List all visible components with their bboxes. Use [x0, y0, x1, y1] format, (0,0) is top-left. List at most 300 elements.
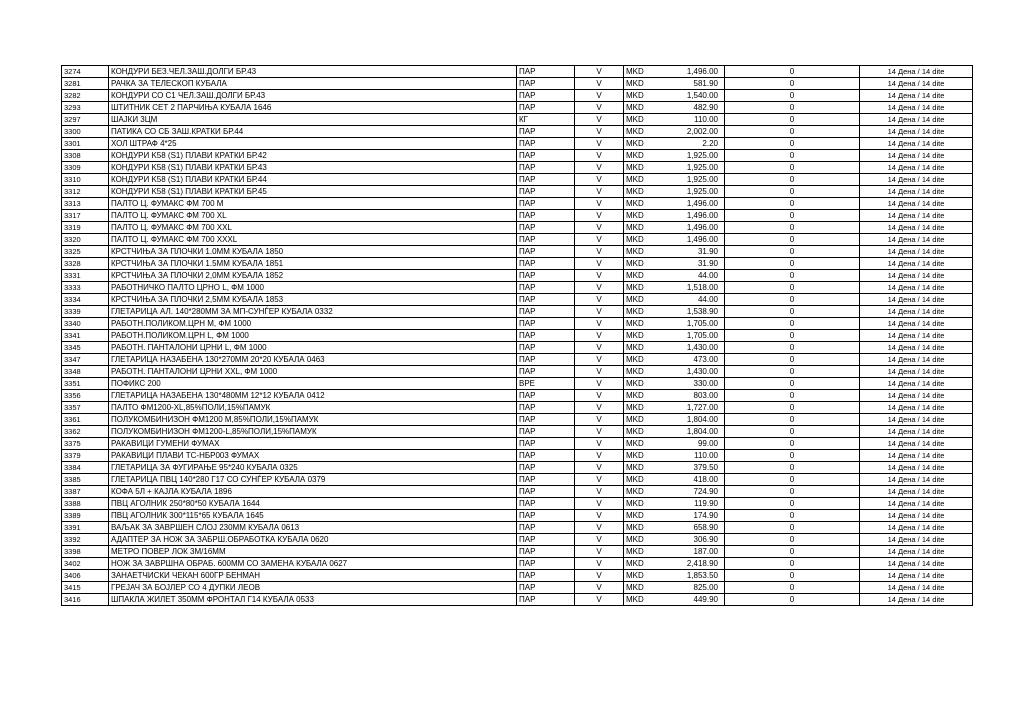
item-price: 119.90	[694, 499, 718, 508]
item-unit: ПАР	[517, 462, 575, 474]
item-code: 3362	[62, 426, 109, 438]
item-price-cell	[624, 570, 725, 582]
item-discount: 0	[725, 78, 860, 90]
item-name: РАБОТН. ПАНТАЛОНИ ЦРНИ L, ФМ 1000	[109, 342, 517, 354]
table-row	[62, 426, 973, 438]
item-currency: MKD	[626, 427, 644, 436]
item-v-mark: V	[575, 330, 624, 342]
item-currency: MKD	[626, 463, 644, 472]
item-price: 31.90	[697, 247, 718, 256]
item-name: ШПАКЛА ЖИЛЕТ 350ММ ФРОНТАЛ Г14 КУБАЛА 0533	[109, 594, 517, 606]
item-currency: MKD	[626, 115, 644, 124]
item-price-cell	[624, 138, 725, 150]
item-v-mark: V	[575, 66, 624, 78]
item-price-cell	[624, 594, 725, 606]
table-row	[62, 126, 973, 138]
item-discount: 0	[725, 246, 860, 258]
item-code: 3389	[62, 510, 109, 522]
item-payment-term: 14 Дена / 14 dite	[860, 114, 973, 126]
item-price-cell	[624, 330, 725, 342]
item-price-cell	[624, 450, 725, 462]
item-payment-term: 14 Дена / 14 dite	[860, 390, 973, 402]
table-row	[62, 138, 973, 150]
item-discount: 0	[725, 294, 860, 306]
item-payment-term: 14 Дена / 14 dite	[860, 282, 973, 294]
table-row	[62, 378, 973, 390]
item-price-cell	[624, 222, 725, 234]
item-v-mark: V	[575, 282, 624, 294]
item-price-cell	[624, 486, 725, 498]
item-discount: 0	[725, 354, 860, 366]
item-v-mark: V	[575, 138, 624, 150]
item-price-cell	[624, 498, 725, 510]
item-name: РАБОТН.ПОЛИКОМ.ЦРН L, ФМ 1000	[109, 330, 517, 342]
item-price: 1,804.00	[686, 427, 718, 436]
item-price-cell	[624, 366, 725, 378]
item-v-mark: V	[575, 306, 624, 318]
table-row	[62, 162, 973, 174]
table-row	[62, 522, 973, 534]
item-name: РАЧКА ЗА ТЕЛЕСКОП КУБАЛА	[109, 78, 517, 90]
item-v-mark: V	[575, 486, 624, 498]
item-currency: MKD	[626, 199, 644, 208]
item-currency: MKD	[626, 583, 644, 592]
item-payment-term: 14 Дена / 14 dite	[860, 366, 973, 378]
item-code: 3339	[62, 306, 109, 318]
item-v-mark: V	[575, 510, 624, 522]
item-name: ГРЕЈАЧ ЗА БОЈЛЕР СО 4 ДУПКИ ЛЕОВ	[109, 582, 517, 594]
item-discount: 0	[725, 594, 860, 606]
table-row	[62, 282, 973, 294]
item-unit: ПАР	[517, 102, 575, 114]
item-currency: MKD	[626, 367, 644, 376]
item-price: 1,496.00	[686, 211, 718, 220]
item-discount: 0	[725, 150, 860, 162]
item-payment-term: 14 Дена / 14 dite	[860, 294, 973, 306]
item-name: КРСТЧИЊА ЗА ПЛОЧКИ 1.5ММ КУБАЛА 1851	[109, 258, 517, 270]
item-v-mark: V	[575, 438, 624, 450]
item-discount: 0	[725, 534, 860, 546]
item-discount: 0	[725, 342, 860, 354]
item-price-cell	[624, 78, 725, 90]
item-v-mark: V	[575, 294, 624, 306]
item-unit: ПАР	[517, 246, 575, 258]
item-v-mark: V	[575, 234, 624, 246]
item-name: НОЖ ЗА ЗАВРШНА ОБРАБ. 600ММ СО ЗАМЕНА КУБАЛА 0627	[109, 558, 517, 570]
table-row	[62, 510, 973, 522]
item-code: 3406	[62, 570, 109, 582]
item-price: 1,925.00	[686, 151, 718, 160]
item-payment-term: 14 Дена / 14 dite	[860, 450, 973, 462]
item-price-cell	[624, 198, 725, 210]
item-payment-term: 14 Дена / 14 dite	[860, 186, 973, 198]
item-currency: MKD	[626, 319, 644, 328]
item-name: ПАТИКА СО СБ ЗАШ.КРАТКИ БР.44	[109, 126, 517, 138]
item-unit: КГ	[517, 114, 575, 126]
item-payment-term: 14 Дена / 14 dite	[860, 378, 973, 390]
item-discount: 0	[725, 198, 860, 210]
item-v-mark: V	[575, 558, 624, 570]
item-discount: 0	[725, 582, 860, 594]
item-v-mark: V	[575, 198, 624, 210]
item-price: 1,538.90	[686, 307, 718, 316]
price-list-body	[62, 66, 973, 606]
item-code: 3379	[62, 450, 109, 462]
item-discount: 0	[725, 270, 860, 282]
item-payment-term: 14 Дена / 14 dite	[860, 222, 973, 234]
item-name: ГЛЕТАРИЦА АЛ. 140*280ММ ЗА МП-СУНЃЕР КУБАЛА 0332	[109, 306, 517, 318]
item-payment-term: 14 Дена / 14 dite	[860, 498, 973, 510]
item-name: ПВЦ АГОЛНИК 250*80*50 КУБАЛА 1644	[109, 498, 517, 510]
table-row	[62, 558, 973, 570]
item-price-cell	[624, 114, 725, 126]
item-unit: ПАР	[517, 438, 575, 450]
item-name: ПАЛТО Ц. ФУМАКС ФМ 700 XL	[109, 210, 517, 222]
item-name: ПОЛУКОМБИНИЗОН ФМ1200-L,85%ПОЛИ,15%ПАМУК	[109, 426, 517, 438]
item-unit: ПАР	[517, 498, 575, 510]
item-name: КРСТЧИЊА ЗА ПЛОЧКИ 2,5ММ КУБАЛА 1853	[109, 294, 517, 306]
item-price-cell	[624, 294, 725, 306]
item-currency: MKD	[626, 559, 644, 568]
item-discount: 0	[725, 522, 860, 534]
item-discount: 0	[725, 366, 860, 378]
item-payment-term: 14 Дена / 14 dite	[860, 246, 973, 258]
item-unit: ПАР	[517, 582, 575, 594]
item-v-mark: V	[575, 222, 624, 234]
item-name: РАБОТН.ПОЛИКОМ.ЦРН M, ФМ 1000	[109, 318, 517, 330]
item-price-cell	[624, 102, 725, 114]
item-price: 581.90	[693, 79, 718, 88]
item-unit: ПАР	[517, 90, 575, 102]
item-currency: MKD	[626, 175, 644, 184]
item-v-mark: V	[575, 258, 624, 270]
item-name: РАБОТНИЧКО ПАЛТО ЦРНО L, ФМ 1000	[109, 282, 517, 294]
item-currency: MKD	[626, 223, 644, 232]
item-code: 3388	[62, 498, 109, 510]
item-v-mark: V	[575, 270, 624, 282]
item-unit: ПАР	[517, 366, 575, 378]
item-price: 1,496.00	[686, 67, 718, 76]
item-name: ШАЈКИ 3ЦМ	[109, 114, 517, 126]
item-code: 3375	[62, 438, 109, 450]
table-row	[62, 450, 973, 462]
item-price: 110.00	[694, 115, 718, 124]
item-name: ГЛЕТАРИЦА НАЗАБЕНА 130*270ММ 20*20 КУБАЛА 0463	[109, 354, 517, 366]
item-discount: 0	[725, 498, 860, 510]
item-currency: MKD	[626, 379, 644, 388]
item-payment-term: 14 Дена / 14 dite	[860, 318, 973, 330]
item-discount: 0	[725, 510, 860, 522]
item-price-cell	[624, 246, 725, 258]
item-price: 1,705.00	[686, 331, 718, 340]
table-row	[62, 570, 973, 582]
item-name: ГЛЕТАРИЦА НАЗАБЕНА 130*480ММ 12*12 КУБАЛА 0412	[109, 390, 517, 402]
item-v-mark: V	[575, 102, 624, 114]
table-row	[62, 306, 973, 318]
item-code: 3345	[62, 342, 109, 354]
item-payment-term: 14 Дена / 14 dite	[860, 210, 973, 222]
item-v-mark: V	[575, 366, 624, 378]
item-currency: MKD	[626, 355, 644, 364]
item-unit: ПАР	[517, 570, 575, 582]
item-currency: MKD	[626, 451, 644, 460]
table-row	[62, 390, 973, 402]
item-unit: ПАР	[517, 78, 575, 90]
item-payment-term: 14 Дена / 14 dite	[860, 522, 973, 534]
item-payment-term: 14 Дена / 14 dite	[860, 534, 973, 546]
item-discount: 0	[725, 258, 860, 270]
item-payment-term: 14 Дена / 14 dite	[860, 438, 973, 450]
item-price-cell	[624, 150, 725, 162]
table-row	[62, 270, 973, 282]
item-code: 3328	[62, 258, 109, 270]
item-currency: MKD	[626, 127, 644, 136]
item-currency: MKD	[626, 283, 644, 292]
item-name: ШТИТНИК СЕТ 2 ПАРЧИЊА КУБАЛА 1646	[109, 102, 517, 114]
item-unit: ПАР	[517, 522, 575, 534]
item-v-mark: V	[575, 390, 624, 402]
table-row	[62, 318, 973, 330]
item-unit: ПАР	[517, 318, 575, 330]
item-currency: MKD	[626, 235, 644, 244]
item-discount: 0	[725, 186, 860, 198]
item-discount: 0	[725, 426, 860, 438]
item-code: 3391	[62, 522, 109, 534]
item-name: ПАЛТО Ц. ФУМАКС ФМ 700 XXXL	[109, 234, 517, 246]
item-discount: 0	[725, 222, 860, 234]
item-discount: 0	[725, 414, 860, 426]
item-currency: MKD	[626, 331, 644, 340]
item-v-mark: V	[575, 90, 624, 102]
item-currency: MKD	[626, 67, 644, 76]
item-code: 3398	[62, 546, 109, 558]
item-unit: ПАР	[517, 162, 575, 174]
item-unit: ПАР	[517, 294, 575, 306]
item-currency: MKD	[626, 595, 644, 604]
item-price: 2,418.90	[686, 559, 718, 568]
table-row	[62, 534, 973, 546]
item-v-mark: V	[575, 534, 624, 546]
item-price: 2.20	[702, 139, 718, 148]
item-price-cell	[624, 186, 725, 198]
item-price: 1,430.00	[686, 367, 718, 376]
item-payment-term: 14 Дена / 14 dite	[860, 330, 973, 342]
item-name: КРСТЧИЊА ЗА ПЛОЧКИ 1.0ММ КУБАЛА 1850	[109, 246, 517, 258]
table-row	[62, 594, 973, 606]
item-payment-term: 14 Дена / 14 dite	[860, 546, 973, 558]
item-price-cell	[624, 426, 725, 438]
item-discount: 0	[725, 234, 860, 246]
item-v-mark: V	[575, 426, 624, 438]
item-price-cell	[624, 474, 725, 486]
item-name: МЕТРО ПОВЕР ЛОК 3М/16ММ	[109, 546, 517, 558]
item-unit: ПАР	[517, 330, 575, 342]
item-price: 110.00	[694, 451, 718, 460]
item-name: КОНДУРИ K58 (S1) ПЛАВИ КРАТКИ БР.43	[109, 162, 517, 174]
item-v-mark: V	[575, 414, 624, 426]
table-row	[62, 330, 973, 342]
table-row	[62, 402, 973, 414]
item-unit: ПАР	[517, 510, 575, 522]
item-discount: 0	[725, 474, 860, 486]
item-code: 3282	[62, 90, 109, 102]
item-discount: 0	[725, 438, 860, 450]
item-name: ГЛЕТАРИЦА ПВЦ 140*280 Г17 СО СУНЃЕР КУБАЛА 0379	[109, 474, 517, 486]
item-v-mark: V	[575, 174, 624, 186]
item-discount: 0	[725, 390, 860, 402]
table-row	[62, 234, 973, 246]
item-name: ХОЛ ШТРАФ 4*25	[109, 138, 517, 150]
item-price-cell	[624, 90, 725, 102]
item-payment-term: 14 Дена / 14 dite	[860, 474, 973, 486]
item-code: 3416	[62, 594, 109, 606]
item-currency: MKD	[626, 547, 644, 556]
item-name: КОНДУРИ K58 (S1) ПЛАВИ КРАТКИ БР.45	[109, 186, 517, 198]
item-v-mark: V	[575, 186, 624, 198]
table-row	[62, 78, 973, 90]
item-currency: MKD	[626, 187, 644, 196]
item-price: 1,496.00	[686, 199, 718, 208]
item-v-mark: V	[575, 402, 624, 414]
item-payment-term: 14 Дена / 14 dite	[860, 174, 973, 186]
item-code: 3384	[62, 462, 109, 474]
item-code: 3297	[62, 114, 109, 126]
item-payment-term: 14 Дена / 14 dite	[860, 78, 973, 90]
item-price-cell	[624, 258, 725, 270]
item-price-cell	[624, 162, 725, 174]
item-code: 3333	[62, 282, 109, 294]
item-discount: 0	[725, 546, 860, 558]
item-payment-term: 14 Дена / 14 dite	[860, 162, 973, 174]
item-price-cell	[624, 306, 725, 318]
item-name: ПАЛТО Ц. ФУМАКС ФМ 700 M	[109, 198, 517, 210]
item-code: 3387	[62, 486, 109, 498]
item-v-mark: V	[575, 462, 624, 474]
item-price: 1,727.00	[686, 403, 718, 412]
item-code: 3415	[62, 582, 109, 594]
table-row	[62, 354, 973, 366]
item-payment-term: 14 Дена / 14 dite	[860, 402, 973, 414]
item-discount: 0	[725, 570, 860, 582]
table-row	[62, 198, 973, 210]
table-row	[62, 150, 973, 162]
item-payment-term: 14 Дена / 14 dite	[860, 270, 973, 282]
item-name: РАКАВИЦИ ГУМЕНИ ФУМАХ	[109, 438, 517, 450]
item-currency: MKD	[626, 535, 644, 544]
item-price: 825.00	[693, 583, 718, 592]
table-row	[62, 462, 973, 474]
item-payment-term: 14 Дена / 14 dite	[860, 594, 973, 606]
item-v-mark: V	[575, 114, 624, 126]
item-v-mark: V	[575, 378, 624, 390]
item-currency: MKD	[626, 79, 644, 88]
item-discount: 0	[725, 126, 860, 138]
item-v-mark: V	[575, 450, 624, 462]
item-code: 3341	[62, 330, 109, 342]
item-code: 3310	[62, 174, 109, 186]
item-unit: ПАР	[517, 210, 575, 222]
item-currency: MKD	[626, 403, 644, 412]
item-price: 1,540.00	[686, 91, 718, 100]
item-currency: MKD	[626, 295, 644, 304]
item-name: ПОЛУКОМБИНИЗОН ФМ1200 M,85%ПОЛИ,15%ПАМУК	[109, 414, 517, 426]
item-name: ПАЛТО ФМ1200-XL,85%ПОЛИ,15%ПАМУК	[109, 402, 517, 414]
table-row	[62, 366, 973, 378]
item-price: 306.90	[693, 535, 718, 544]
item-code: 3402	[62, 558, 109, 570]
item-unit: ПАР	[517, 150, 575, 162]
item-code: 3313	[62, 198, 109, 210]
item-unit: ПАР	[517, 546, 575, 558]
table-row	[62, 174, 973, 186]
table-row	[62, 246, 973, 258]
item-price: 379.50	[693, 463, 718, 472]
item-discount: 0	[725, 450, 860, 462]
item-unit: ПАР	[517, 474, 575, 486]
item-currency: MKD	[626, 163, 644, 172]
item-currency: MKD	[626, 139, 644, 148]
item-discount: 0	[725, 210, 860, 222]
item-unit: ПАР	[517, 342, 575, 354]
item-payment-term: 14 Дена / 14 dite	[860, 258, 973, 270]
item-discount: 0	[725, 378, 860, 390]
item-currency: MKD	[626, 487, 644, 496]
item-code: 3325	[62, 246, 109, 258]
item-price: 187.00	[693, 547, 718, 556]
item-currency: MKD	[626, 91, 644, 100]
table-row	[62, 546, 973, 558]
item-price: 1,925.00	[686, 187, 718, 196]
item-code: 3348	[62, 366, 109, 378]
item-price: 1,925.00	[686, 175, 718, 184]
item-price-cell	[624, 66, 725, 78]
item-price-cell	[624, 378, 725, 390]
item-code: 3317	[62, 210, 109, 222]
item-currency: MKD	[626, 259, 644, 268]
item-price-cell	[624, 558, 725, 570]
item-discount: 0	[725, 102, 860, 114]
item-discount: 0	[725, 486, 860, 498]
item-price-cell	[624, 210, 725, 222]
item-name: ВАЉАК ЗА ЗАВРШЕН СЛОЈ 230ММ КУБАЛА 0613	[109, 522, 517, 534]
item-payment-term: 14 Дена / 14 dite	[860, 414, 973, 426]
item-price-cell	[624, 318, 725, 330]
item-payment-term: 14 Дена / 14 dite	[860, 426, 973, 438]
item-unit: ПАР	[517, 234, 575, 246]
item-code: 3340	[62, 318, 109, 330]
item-currency: MKD	[626, 247, 644, 256]
item-discount: 0	[725, 162, 860, 174]
table-row	[62, 474, 973, 486]
item-price: 658.90	[693, 523, 718, 532]
item-currency: MKD	[626, 271, 644, 280]
table-row	[62, 210, 973, 222]
item-unit: ПАР	[517, 306, 575, 318]
item-price-cell	[624, 414, 725, 426]
item-unit: ПАР	[517, 594, 575, 606]
item-price: 724.90	[693, 487, 718, 496]
table-row	[62, 414, 973, 426]
item-discount: 0	[725, 282, 860, 294]
item-unit: ПАР	[517, 426, 575, 438]
item-v-mark: V	[575, 78, 624, 90]
item-v-mark: V	[575, 126, 624, 138]
table-row	[62, 486, 973, 498]
item-price: 1,496.00	[686, 223, 718, 232]
item-v-mark: V	[575, 546, 624, 558]
item-unit: ПАР	[517, 186, 575, 198]
item-currency: MKD	[626, 343, 644, 352]
